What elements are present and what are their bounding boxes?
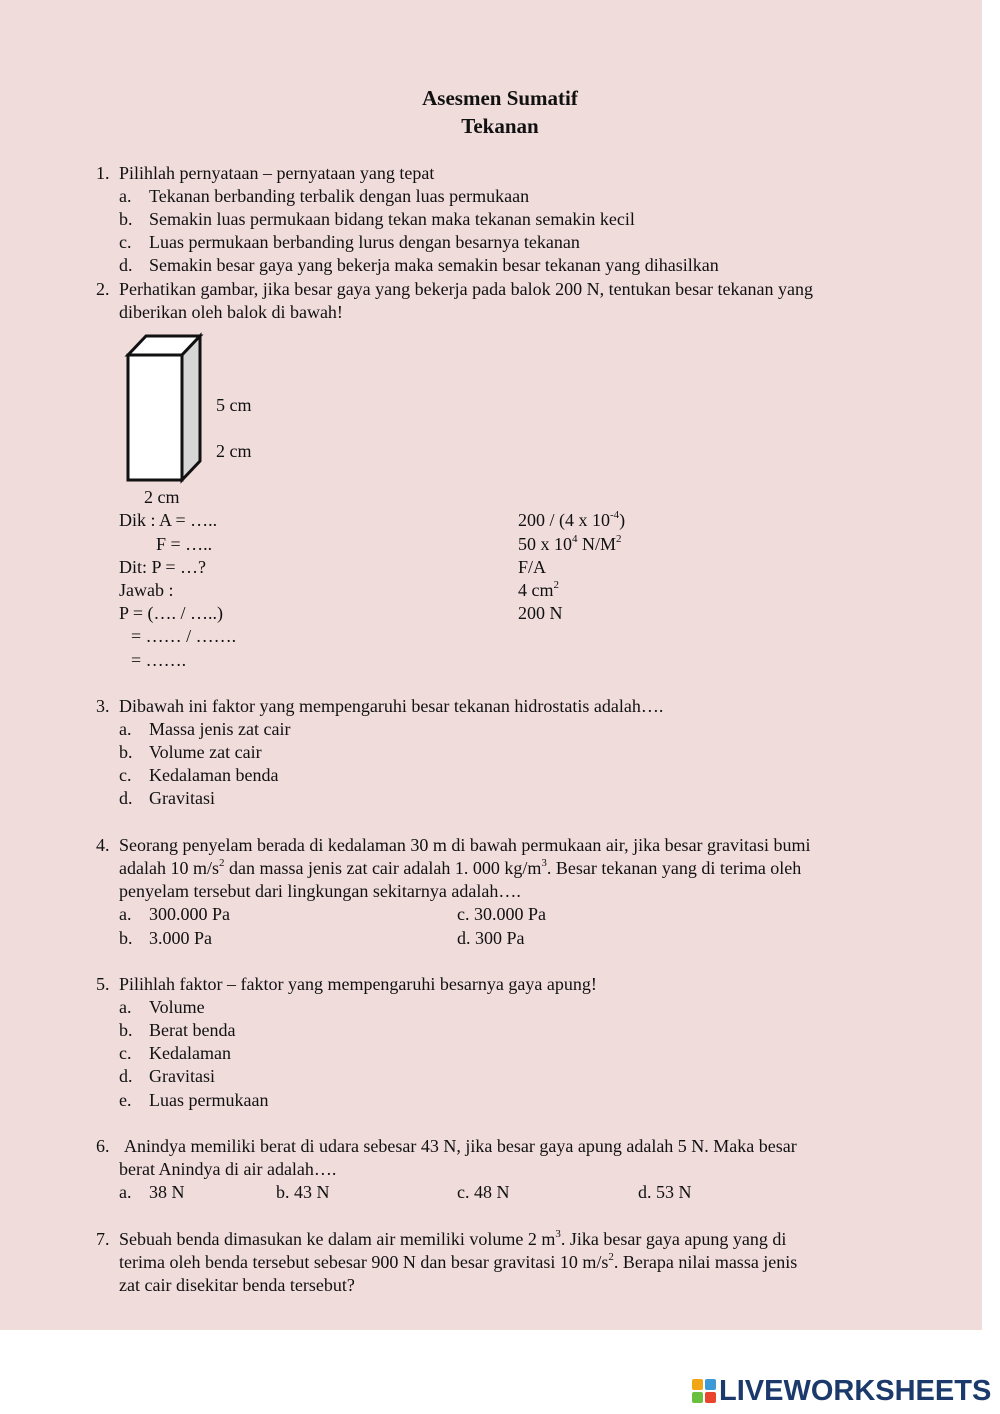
- question-text-line-2: adalah 10 $m/s^2$ dan massa jenis zat cair adalah 1. 000 $kg/m^3$. Besar tekanan yang di terima oleh: [119, 857, 802, 878]
- formula-line-2: = …… / …….: [131, 626, 237, 646]
- formula-line-1: P = (…. / …..): [119, 603, 223, 623]
- logo-square: [692, 1379, 703, 1390]
- question-number: 7.: [96, 1229, 110, 1249]
- answer-label: Jawab :: [119, 580, 174, 600]
- logo-square: [705, 1379, 716, 1390]
- logo-grid-icon: [692, 1379, 716, 1403]
- option-d[interactable]: d. 53 N: [638, 1182, 692, 1202]
- question-text: Pilihlah pernyataan – pernyataan yang tepat: [119, 163, 435, 183]
- block-front-face: [128, 355, 182, 480]
- option-c[interactable]: Kedalaman: [149, 1043, 231, 1063]
- option-letter: b.: [119, 928, 133, 948]
- question-text-line-2: berat Anindya di air adalah….: [119, 1159, 337, 1179]
- question-text: Pilihlah faktor – faktor yang mempengaruhi besarnya gaya apung!: [119, 974, 597, 994]
- worksheet-title: Asesmen Sumatif: [422, 86, 578, 110]
- question-number: 1.: [96, 163, 110, 183]
- option-c[interactable]: Kedalaman benda: [149, 765, 279, 785]
- question-text-line-3: zat cair disekitar benda tersebut?: [119, 1275, 355, 1295]
- answer-choice-4[interactable]: 4 $cm^2$: [518, 579, 559, 600]
- depth-label: 2 cm: [216, 441, 252, 461]
- question-number: 6.: [96, 1136, 110, 1156]
- option-letter: d.: [119, 788, 133, 808]
- option-letter: a.: [119, 997, 132, 1017]
- option-b[interactable]: Berat benda: [149, 1020, 236, 1040]
- logo-square: [692, 1392, 703, 1403]
- option-a[interactable]: Volume: [149, 997, 205, 1017]
- known-force: F = …..: [156, 534, 213, 554]
- question-number: 2.: [96, 279, 110, 299]
- height-label: 5 cm: [216, 395, 252, 415]
- option-letter: b.: [119, 742, 133, 762]
- block-side-face: [182, 336, 200, 480]
- question-text-line-3: penyelam tersebut dari lingkungan sekitarnya adalah….: [119, 881, 521, 901]
- answer-choice-1[interactable]: 200 / (4 x $10^{-4}$): [518, 509, 626, 530]
- block-figure: [120, 330, 210, 488]
- option-letter: c.: [119, 232, 132, 252]
- width-label: 2 cm: [144, 487, 180, 507]
- asked-pressure: Dit: P = …?: [119, 557, 206, 577]
- option-c[interactable]: Luas permukaan berbanding lurus dengan besarnya tekanan: [149, 232, 580, 252]
- known-area: Dik : A = …..: [119, 510, 218, 530]
- option-b[interactable]: b. 43 N: [276, 1182, 330, 1202]
- logo-text: LIVEWORKSHEETS: [719, 1374, 992, 1407]
- option-d[interactable]: d. 300 Pa: [457, 928, 525, 948]
- answer-choice-5[interactable]: 200 N: [518, 603, 563, 623]
- option-c[interactable]: c. 48 N: [457, 1182, 510, 1202]
- option-letter: b.: [119, 1020, 133, 1040]
- option-letter: a.: [119, 719, 132, 739]
- question-text-line-2: terima oleh benda tersebut sebesar 900 N dan besar gravitasi 10 $m/s^2$. Berapa nilai massa jenis: [119, 1251, 798, 1272]
- option-letter: a.: [119, 904, 132, 924]
- question-text-line-1: Seorang penyelam berada di kedalaman 30 m di bawah permukaan air, jika besar gravitasi bumi: [119, 835, 811, 855]
- question-number: 4.: [96, 835, 110, 855]
- question-number: 3.: [96, 696, 110, 716]
- option-letter: e.: [119, 1090, 132, 1110]
- option-letter: a.: [119, 1182, 132, 1202]
- formula-line-3: = …….: [131, 650, 187, 670]
- worksheet-subtitle: Tekanan: [461, 114, 539, 138]
- option-d[interactable]: Gravitasi: [149, 788, 215, 808]
- option-a[interactable]: 38 N: [149, 1182, 185, 1202]
- answer-choice-3[interactable]: F/A: [518, 557, 547, 577]
- logo-square: [705, 1392, 716, 1403]
- option-d[interactable]: Gravitasi: [149, 1066, 215, 1086]
- question-text: Dibawah ini faktor yang mempengaruhi besar tekanan hidrostatis adalah….: [119, 696, 664, 716]
- option-letter: c.: [119, 1043, 132, 1063]
- question-text-line-1: Sebuah benda dimasukan ke dalam air memiliki volume 2 $m^3$. Jika besar gaya apung yang di: [119, 1228, 787, 1249]
- question-text-line-1: Anindya memiliki berat di udara sebesar 43 N, jika besar gaya apung adalah 5 N. Maka besar: [124, 1136, 797, 1156]
- option-letter: a.: [119, 186, 132, 206]
- option-letter: b.: [119, 209, 133, 229]
- option-c[interactable]: c. 30.000 Pa: [457, 904, 546, 924]
- option-d[interactable]: Semakin besar gaya yang bekerja maka semakin besar tekanan yang dihasilkan: [149, 255, 719, 275]
- liveworksheets-logo[interactable]: [692, 1376, 991, 1406]
- option-a[interactable]: 300.000 Pa: [149, 904, 230, 924]
- option-e[interactable]: Luas permukaan: [149, 1090, 269, 1110]
- option-b[interactable]: Volume zat cair: [149, 742, 262, 762]
- answer-choice-2[interactable]: 50 x $10^4$ $N/M^2$: [518, 533, 622, 554]
- option-letter: d.: [119, 255, 133, 275]
- option-b[interactable]: 3.000 Pa: [149, 928, 212, 948]
- option-b[interactable]: Semakin luas permukaan bidang tekan maka tekanan semakin kecil: [149, 209, 635, 229]
- option-a[interactable]: Massa jenis zat cair: [149, 719, 291, 739]
- option-a[interactable]: Tekanan berbanding terbalik dengan luas permukaan: [149, 186, 530, 206]
- question-number: 5.: [96, 974, 110, 994]
- question-text-line-2: diberikan oleh balok di bawah!: [119, 302, 343, 322]
- option-letter: d.: [119, 1066, 133, 1086]
- question-text-line-1: Perhatikan gambar, jika besar gaya yang bekerja pada balok 200 N, tentukan besar tekanan yang: [119, 279, 814, 299]
- option-letter: c.: [119, 765, 132, 785]
